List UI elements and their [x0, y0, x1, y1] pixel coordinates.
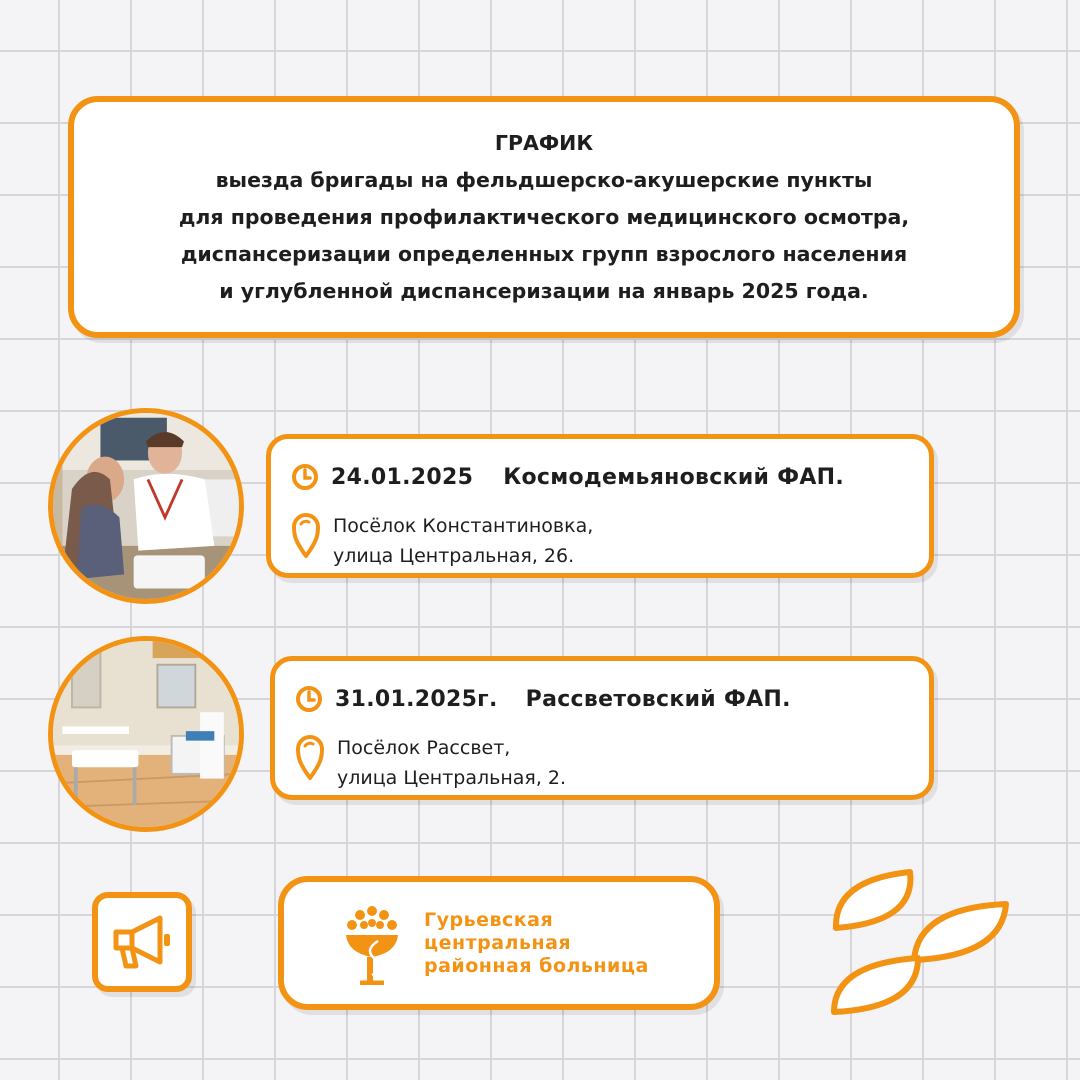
event-1-card: [266, 434, 934, 578]
announcement-badge: [92, 892, 192, 992]
organization-logo-card: [278, 876, 720, 1010]
event-1-date: 24.01.2025: [331, 464, 474, 490]
event-2-address: [295, 733, 566, 793]
leaf-shape: [834, 958, 918, 1012]
org-name-line: центральная: [424, 931, 572, 954]
location-pin-icon: [295, 733, 325, 781]
leaf-shape: [836, 872, 910, 928]
tree-bowl-snake-logo: [342, 901, 402, 985]
header-line: для проведения профилактического медицинского осмотра,: [178, 204, 910, 229]
header-line: и углубленной диспансеризации на январь 2025 года.: [219, 278, 869, 303]
event-2-title: [295, 685, 791, 713]
header-line: выезда бригады на фельдшерско-акушерские пункты: [215, 167, 873, 192]
event-1-address-line1: Посёлок Константиновка,: [333, 515, 594, 537]
clock-icon: [295, 685, 323, 713]
decorative-leaves: [820, 860, 1020, 1040]
location-pin-icon: [291, 511, 321, 559]
org-name-line: Гурьевская: [424, 908, 554, 931]
clock-icon: [291, 463, 319, 491]
event-1-address: [291, 511, 593, 571]
event-1-photo: [48, 408, 244, 604]
event-1-address-line2: улица Центральная, 26.: [333, 545, 575, 567]
event-2-address-line2: улица Центральная, 2.: [337, 767, 567, 789]
event-2-card: [270, 656, 934, 800]
event-2-photo: [48, 636, 244, 832]
header-line: диспансеризации определенных групп взрослого населения: [180, 241, 908, 266]
event-1-title: [291, 463, 844, 491]
header-title: ГРАФИК: [494, 130, 594, 155]
event-2-address-line1: Посёлок Рассвет,: [337, 737, 511, 759]
header-card: [68, 96, 1020, 338]
event-1-place: Космодемьяновский ФАП.: [503, 464, 845, 490]
org-name-line: районная больница: [424, 954, 649, 977]
leaf-shape: [914, 904, 1006, 960]
event-2-place: Рассветовский ФАП.: [525, 686, 791, 712]
event-2-date: 31.01.2025г.: [335, 686, 498, 712]
megaphone-icon: [110, 914, 174, 970]
